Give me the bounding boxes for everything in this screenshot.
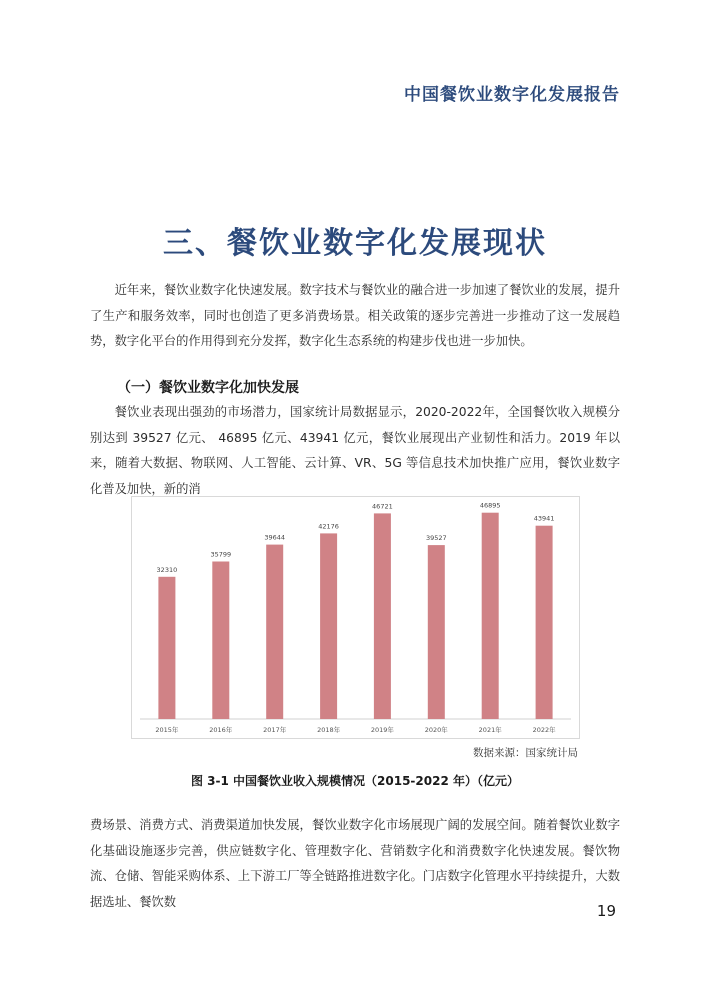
data-label-3: 42176 — [318, 522, 339, 531]
revenue-bar-chart — [131, 496, 580, 739]
data-label-0: 32310 — [156, 565, 178, 574]
chart-canvas — [132, 497, 579, 738]
bar-0 — [158, 577, 175, 719]
x-tick-label-3: 2018年 — [317, 726, 341, 734]
x-tick-label-5: 2020年 — [424, 726, 448, 734]
intro-paragraph: 近年来，餐饮业数字化快速发展。数字技术与餐饮业的融合进一步加速了餐饮业的发展，提升了生产和服务效率，同时也创造了更多消费场景。相关政策的逐步完善进一步推动了这一发展趋势，数字化平台的作用得到充分发挥，数字化生态系统的构建步伐也进一步加快。 — [90, 283, 620, 348]
data-label-7: 43941 — [533, 514, 555, 523]
bar-7 — [536, 526, 553, 719]
x-tick-label-0: 2015年 — [155, 726, 179, 734]
bar-2 — [266, 545, 283, 719]
bar-4 — [374, 513, 391, 719]
data-label-5: 39527 — [425, 534, 447, 543]
section-title: 三、餐饮业数字化发展现状 — [163, 226, 547, 261]
x-tick-label-6: 2021年 — [478, 726, 502, 734]
bar-5 — [428, 545, 445, 719]
x-tick-label-4: 2019年 — [370, 726, 394, 734]
chart-source: 数据来源：国家统计局 — [473, 747, 578, 759]
data-label-1: 35799 — [210, 550, 232, 559]
x-tick-label-2: 2017年 — [263, 726, 287, 734]
data-label-6: 46895 — [479, 501, 501, 510]
x-tick-label-7: 2022年 — [532, 726, 556, 734]
x-tick-label-1: 2016年 — [209, 726, 233, 734]
bar-1 — [212, 562, 229, 720]
data-label-4: 46721 — [372, 502, 393, 511]
bar-3 — [320, 533, 337, 719]
bar-6 — [482, 513, 499, 719]
chart-caption: 图 3-1 中国餐饮业收入规模情况（2015-2022 年）（亿元） — [191, 774, 519, 788]
continuation-paragraph: 费场景、消费方式、消费渠道加快发展，餐饮业数字化市场展现广阔的发展空间。随着餐饮业数字化基础设施逐步完善，供应链数字化、管理数字化、营销数字化和消费数字化快速发展。餐饮物流、仓储、智能采购体系、上下游工厂等全链路推进数字化。门店数字化管理水平持续提升，大数据选址、餐饮数 — [90, 818, 620, 909]
running-header: 中国餐饮业数字化发展报告 — [404, 85, 620, 105]
page-number: 19 — [596, 902, 616, 920]
data-label-2: 39644 — [264, 533, 286, 542]
subsection-paragraph: 餐饮业表现出强劲的市场潜力，国家统计局数据显示，2020-2022年，全国餐饮收入规模分别达到 39527 亿元、 46895 亿元、43941 亿元，餐饮业展现出产业韧性和活力。2019 年以来，随着大数据、物联网、人工智能、云计算、VR、5G 等信息技术加快推广应用，餐饮业数字化普及加快，新的消 — [90, 405, 620, 496]
subsection-heading: （一）餐饮业数字化加快发展 — [117, 380, 299, 396]
